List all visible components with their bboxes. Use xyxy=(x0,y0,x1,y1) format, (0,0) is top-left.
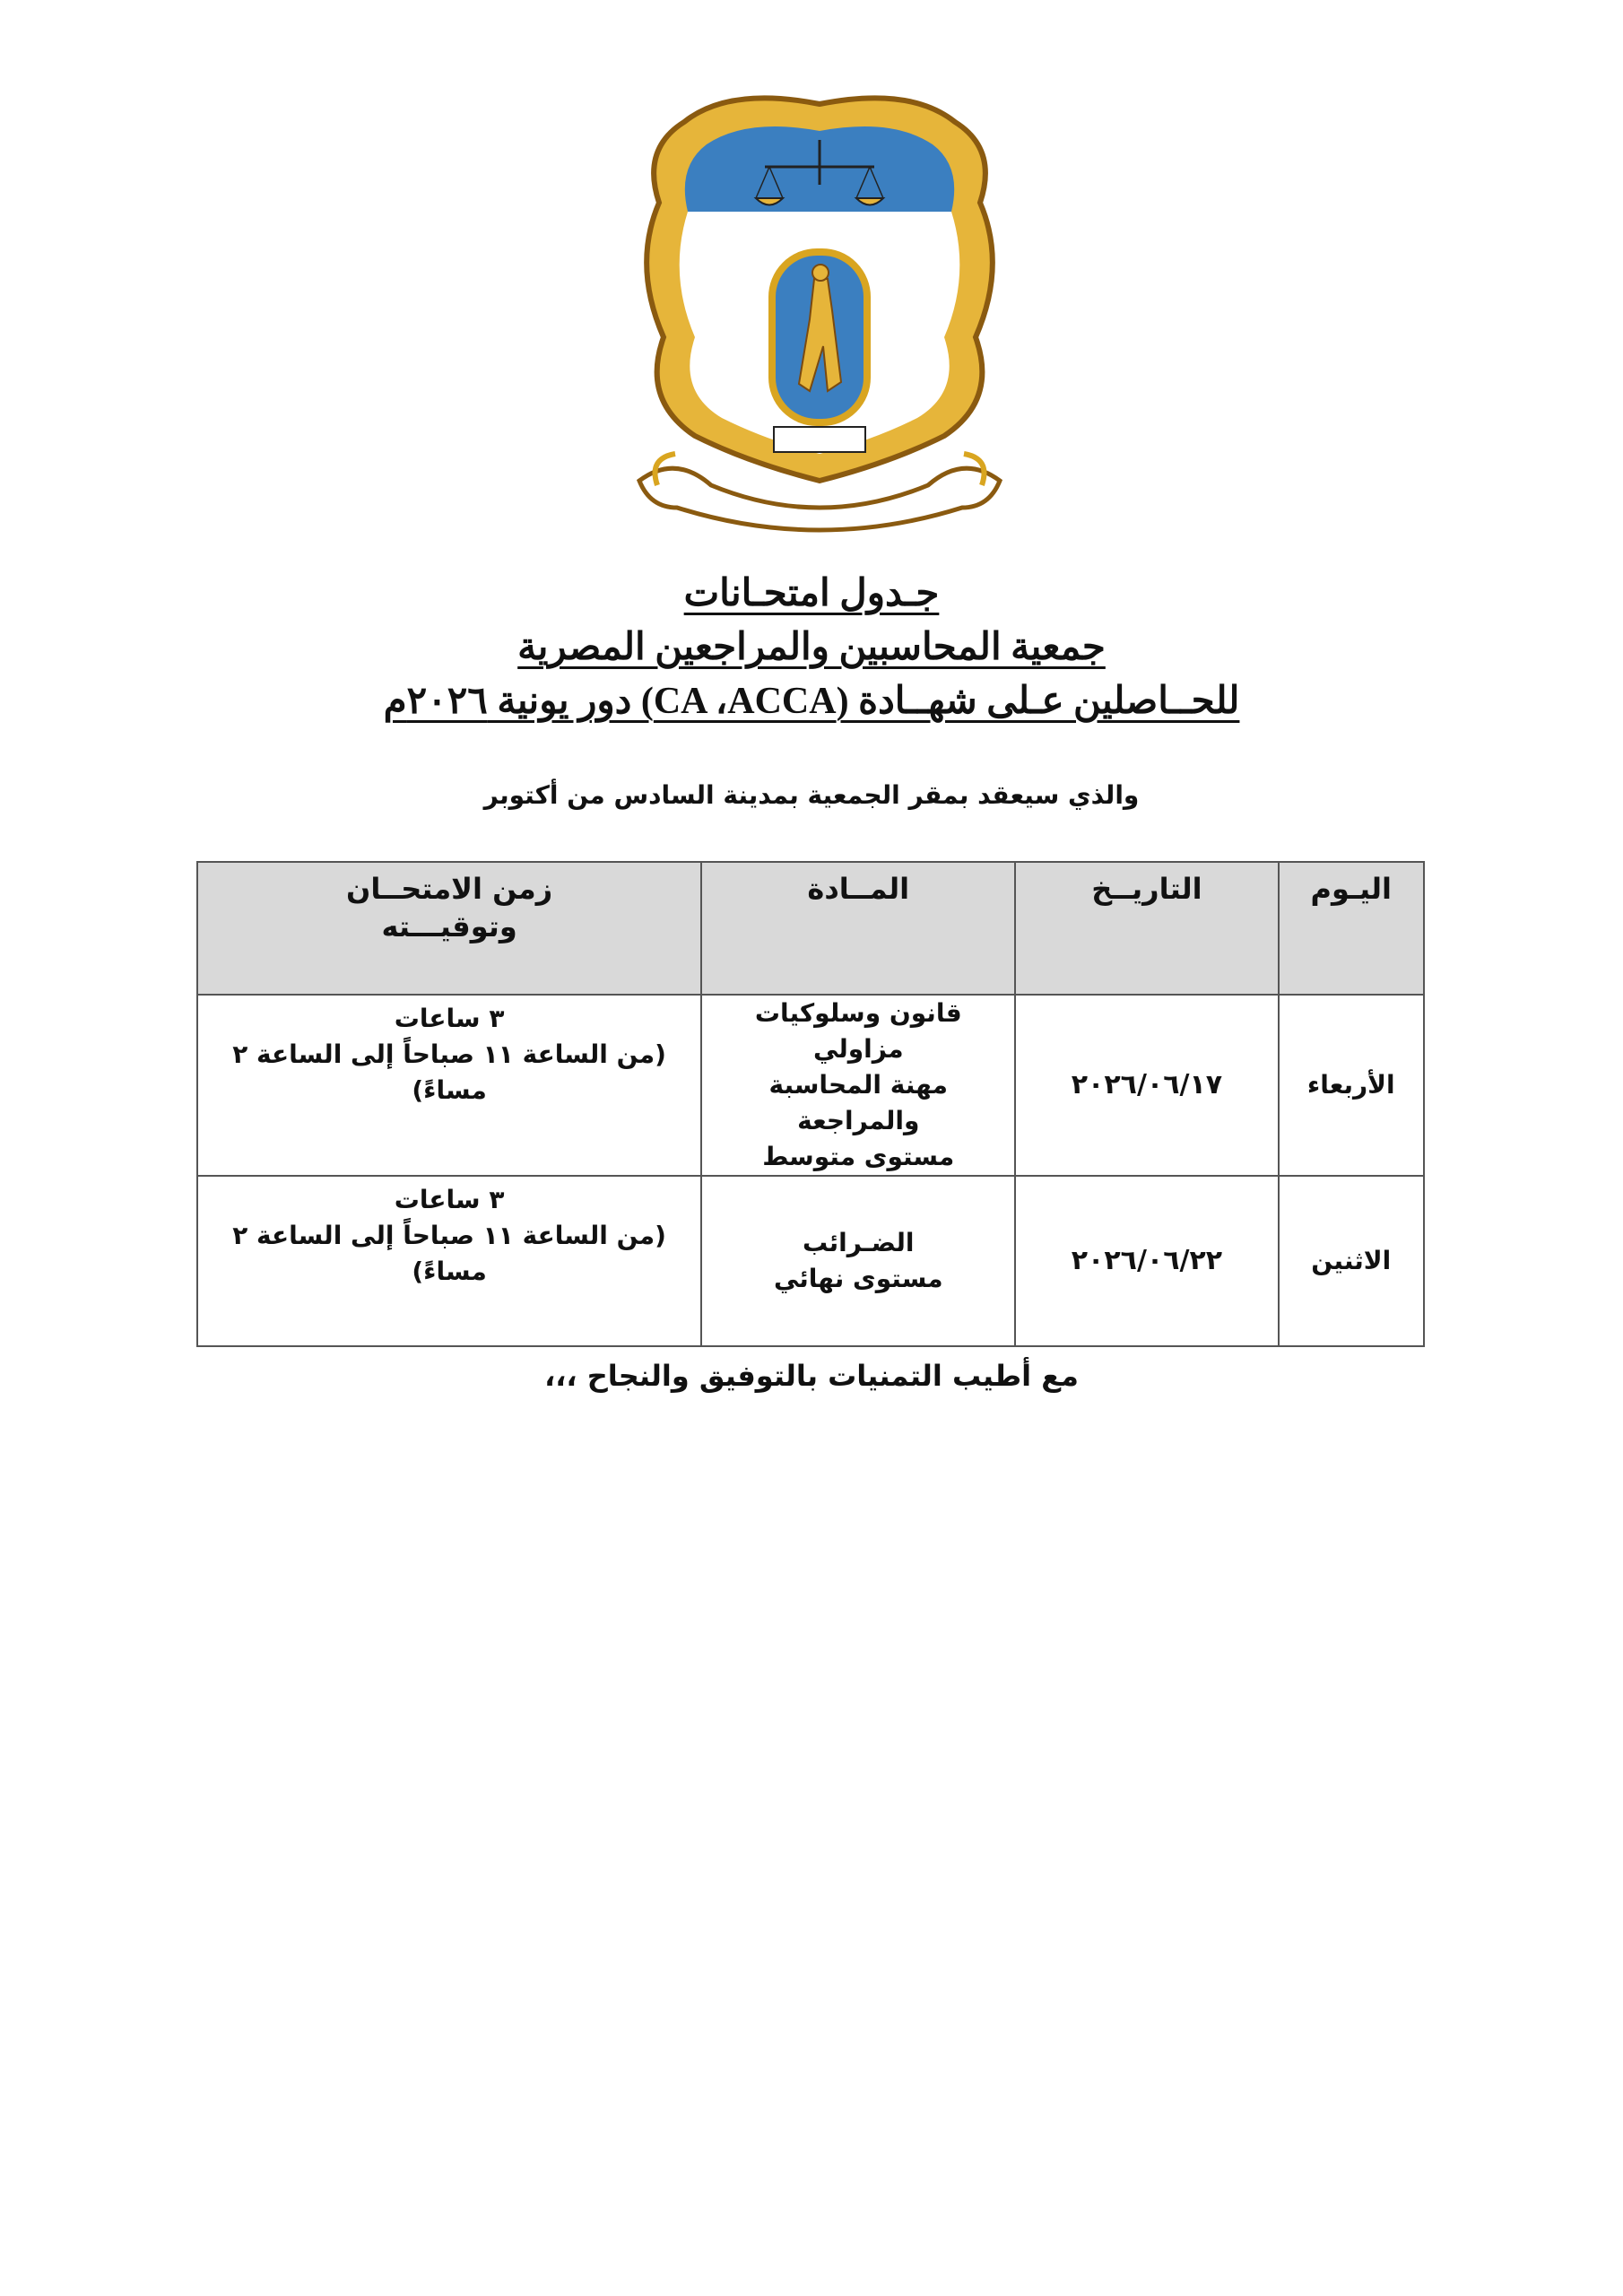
table-row xyxy=(197,995,1424,1176)
closing-wishes: مع أطيب التمنيات بالتوفيق والنجاح ،،، xyxy=(544,1359,1079,1393)
cell-day: الاثنين xyxy=(1279,1176,1424,1346)
cell-subject xyxy=(701,995,1015,1176)
title-line-2: جمعية المحاسبين والمراجعين المصرية xyxy=(517,627,1106,668)
exam-timing: (من الساعة ١١ صباحاً إلى الساعة ٢ مساءً) xyxy=(232,1039,666,1105)
title-line-1: جـدول امتحـانات xyxy=(683,573,940,614)
exam-duration: ٣ ساعات xyxy=(394,1004,505,1033)
exam-timing: (من الساعة ١١ صباحاً إلى الساعة ٢ مساءً) xyxy=(232,1221,666,1286)
table-row xyxy=(197,1176,1424,1346)
subject-line: الضـرائب xyxy=(803,1228,915,1257)
header-day: اليـوم xyxy=(1279,862,1424,995)
subject-line: مهنة المحاسبة والمراجعة xyxy=(768,1070,948,1135)
venue-subtitle: والذي سيعقد بمقر الجمعية بمدينة السادس من أكتوبر xyxy=(483,780,1140,810)
exam-duration: ٣ ساعات xyxy=(394,1185,505,1214)
header-time-line-2: وتوقيـــته xyxy=(381,909,517,944)
header-date: التاريــخ xyxy=(1015,862,1278,995)
header-time-line-1: زمن الامتحــان xyxy=(346,872,553,906)
table-header-row xyxy=(197,862,1424,995)
header-subject: المــادة xyxy=(701,862,1015,995)
cell-time xyxy=(197,995,701,1176)
header-time xyxy=(197,862,701,995)
title-line-3: للحــاصلين عـلى شهــادة (CA ،ACCA) دور يونية ٢٠٢٦م xyxy=(383,681,1240,722)
society-crest-icon xyxy=(621,86,1018,544)
subject-level: مستوى نهائي xyxy=(773,1264,943,1293)
cell-day: الأربعاء xyxy=(1279,995,1424,1176)
cell-date: ٢٠٢٦/٠٦/٢٢ xyxy=(1015,1176,1278,1346)
cell-time xyxy=(197,1176,701,1346)
cell-subject xyxy=(701,1176,1015,1346)
exam-schedule-table xyxy=(196,861,1425,1347)
subject-level: مستوى متوسط xyxy=(762,1142,955,1171)
cell-date: ٢٠٢٦/٠٦/١٧ xyxy=(1015,995,1278,1176)
subject-line: قانون وسلوكيات مزاولي xyxy=(754,998,962,1064)
